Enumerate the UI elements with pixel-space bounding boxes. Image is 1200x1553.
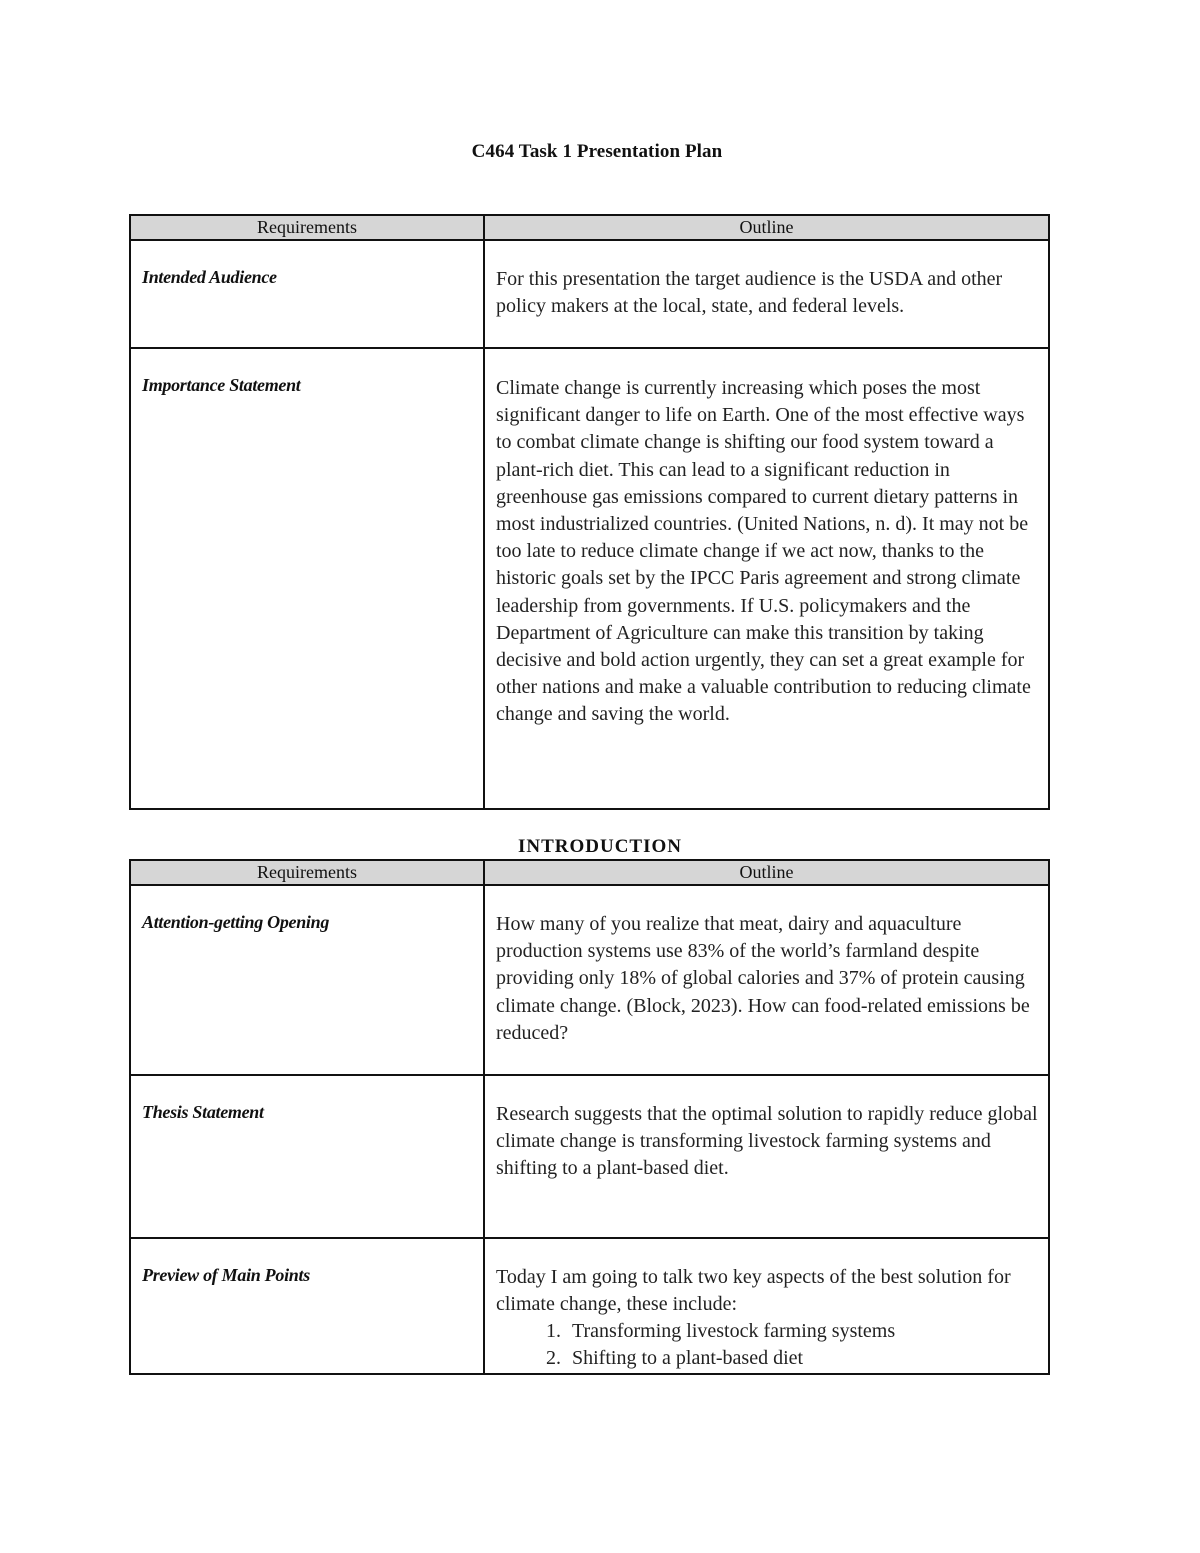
outline-column-header: Outline [484,215,1049,240]
introduction-table [129,859,1050,1375]
outline-text: For this presentation the target audience is the USDA and other policy makers at the local, state, and federal levels. [496,268,1003,318]
table-row [130,1075,1049,1238]
outline-column-header: Outline [484,860,1049,885]
outline-attention-getting-opening [484,885,1049,1075]
table-row [130,1238,1049,1374]
outline-text: Research suggests that the optimal solution to rapidly reduce global climate change is transforming livestock farming systems and shifting to a plant-based diet. [496,1103,1038,1180]
list-item: 1. Transforming livestock farming systems [566,1318,1040,1345]
outline-text: Today I am going to talk two key aspects of the best solution for climate change, these include: [496,1266,1011,1316]
requirement-importance-statement: Importance Statement [130,348,484,809]
list-item: 2. Shifting to a plant-based diet [566,1345,1040,1372]
table-header-row [130,215,1049,240]
requirement-intended-audience: Intended Audience [130,240,484,348]
requirements-column-header: Requirements [130,215,484,240]
introduction-heading: INTRODUCTION [517,836,683,857]
requirements-column-header: Requirements [130,860,484,885]
table-row [130,885,1049,1075]
table-row [130,240,1049,348]
outline-intended-audience [484,240,1049,348]
requirement-preview-of-main-points: Preview of Main Points [130,1238,484,1374]
requirement-thesis-statement: Thesis Statement [130,1075,484,1238]
document-title: C464 Task 1 Presentation Plan [471,141,723,162]
outline-preview-of-main-points [484,1238,1049,1374]
table-row [130,348,1049,809]
outline-thesis-statement [484,1075,1049,1238]
main-points-list [496,1318,1040,1372]
requirement-attention-getting-opening: Attention-getting Opening [130,885,484,1075]
outline-text: Climate change is currently increasing which poses the most significant danger to life on Earth. One of the most effective ways to combat climate change is shifting our food system toward a plant-rich diet. This can lead to a significant reduction in greenhouse gas emissions compared to current dietary patterns in most industrialized countries. (United Nations, n. d). It may not be too late to reduce climate change if we act now, thanks to the historic goals set by the IPCC Paris agreement and strong climate leadership from governments. If U.S. policymakers and the Department of Agriculture can make this transition by taking decisive and bold action urgently, they can set a great example for other nations and make a valuable contribution to reducing climate change and saving the world. [496,377,1031,726]
outline-text: How many of you realize that meat, dairy and aquaculture production systems use 83% of the world’s farmland despite providing only 18% of global calories and 37% of protein causing climate change. (Block, 2023). How can food-related emissions be reduced? [496,913,1030,1044]
presentation-plan-table [129,214,1050,810]
outline-importance-statement [484,348,1049,809]
table-header-row [130,860,1049,885]
